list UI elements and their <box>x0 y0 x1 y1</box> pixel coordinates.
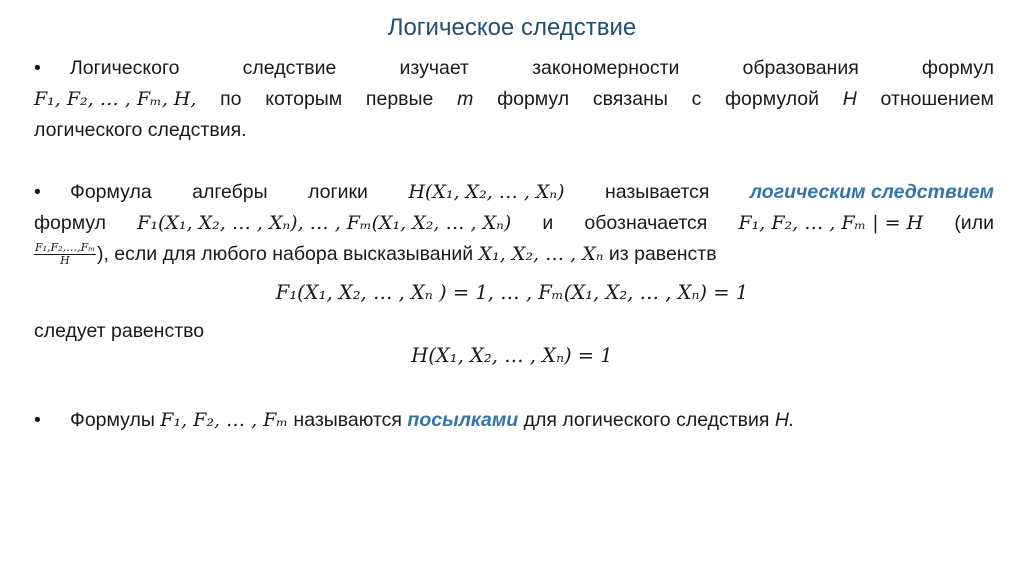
word: H. <box>774 409 795 431</box>
fraction-numerator: F₁,F₂,…,Fₘ <box>35 241 95 255</box>
formula-vars: X₁, X₂, … , Xₙ <box>478 243 604 265</box>
word: H <box>842 88 857 110</box>
word: связаны <box>592 88 668 110</box>
bullet-1-line-3: логического следствия. <box>34 119 247 141</box>
word: Формулы <box>70 409 155 431</box>
word: m <box>457 88 474 110</box>
equation-2: H(X₁, X₂, … , Xₙ) = 1 <box>411 344 613 367</box>
fraction-denominator: H <box>60 254 70 268</box>
bullet-marker: • <box>34 409 41 431</box>
word: и <box>542 212 554 234</box>
text: для логического следствия <box>523 409 770 431</box>
word: закономерности <box>532 57 680 79</box>
word: образования <box>742 57 859 79</box>
bullet-marker: • <box>34 57 41 79</box>
bullet-2-line-1 <box>34 177 994 208</box>
word: формул <box>921 57 994 79</box>
word: алгебры <box>192 181 268 203</box>
bullet-1-line-1 <box>34 53 994 84</box>
word: первые <box>365 88 434 110</box>
word: формул <box>34 212 107 234</box>
word: которым <box>265 88 343 110</box>
word: Формула <box>70 181 152 203</box>
term-logical-consequence: логическим следствием <box>749 181 994 203</box>
formula-list: F₁(X₁, X₂, … , Xₙ), … , Fₘ(X₁, X₂, … , Xₙ) <box>137 212 512 234</box>
fraction-notation <box>34 242 96 267</box>
bullet-1 <box>34 53 994 146</box>
word: называются <box>293 409 402 431</box>
formula-set: F₁, F₂, … , Fₘ, H, <box>34 88 197 110</box>
word: формулой <box>725 88 820 110</box>
bullet-3 <box>34 405 994 436</box>
bullet-2 <box>34 177 994 270</box>
formula-h: H(X₁, X₂, … , Xₙ) <box>408 181 565 203</box>
word: называется <box>604 181 710 203</box>
slide-title: Логическое следствие <box>387 14 637 41</box>
bullet-3-line-1 <box>34 405 994 436</box>
word: отношением <box>880 88 994 110</box>
formula-premises: F₁, F₂, … , Fₘ <box>160 409 288 431</box>
text: ), если для любого набора высказываний <box>96 243 474 265</box>
word: (или <box>954 212 994 234</box>
bullet-1-line-2 <box>34 84 994 115</box>
word: изучает <box>399 57 469 79</box>
word: следствие <box>242 57 337 79</box>
follows-text: следует равенство <box>34 320 205 342</box>
word: Логического <box>70 57 180 79</box>
bullet-2-line-2 <box>34 208 994 239</box>
word: с <box>691 88 702 110</box>
word: логики <box>308 181 368 203</box>
bullet-2-line-3 <box>34 239 994 270</box>
word: обозначается <box>584 212 708 234</box>
formula-notation: F₁, F₂, … , Fₘ | = H <box>738 212 924 234</box>
bullet-marker: • <box>34 181 41 203</box>
term-premises: посылками <box>407 409 519 431</box>
word: формул <box>497 88 570 110</box>
word: по <box>220 88 242 110</box>
text: из равенств <box>608 243 717 265</box>
equation-1: F₁(X₁, X₂, … , Xₙ ) = 1, … , Fₘ(X₁, X₂, … , Xₙ) = 1 <box>275 281 749 304</box>
